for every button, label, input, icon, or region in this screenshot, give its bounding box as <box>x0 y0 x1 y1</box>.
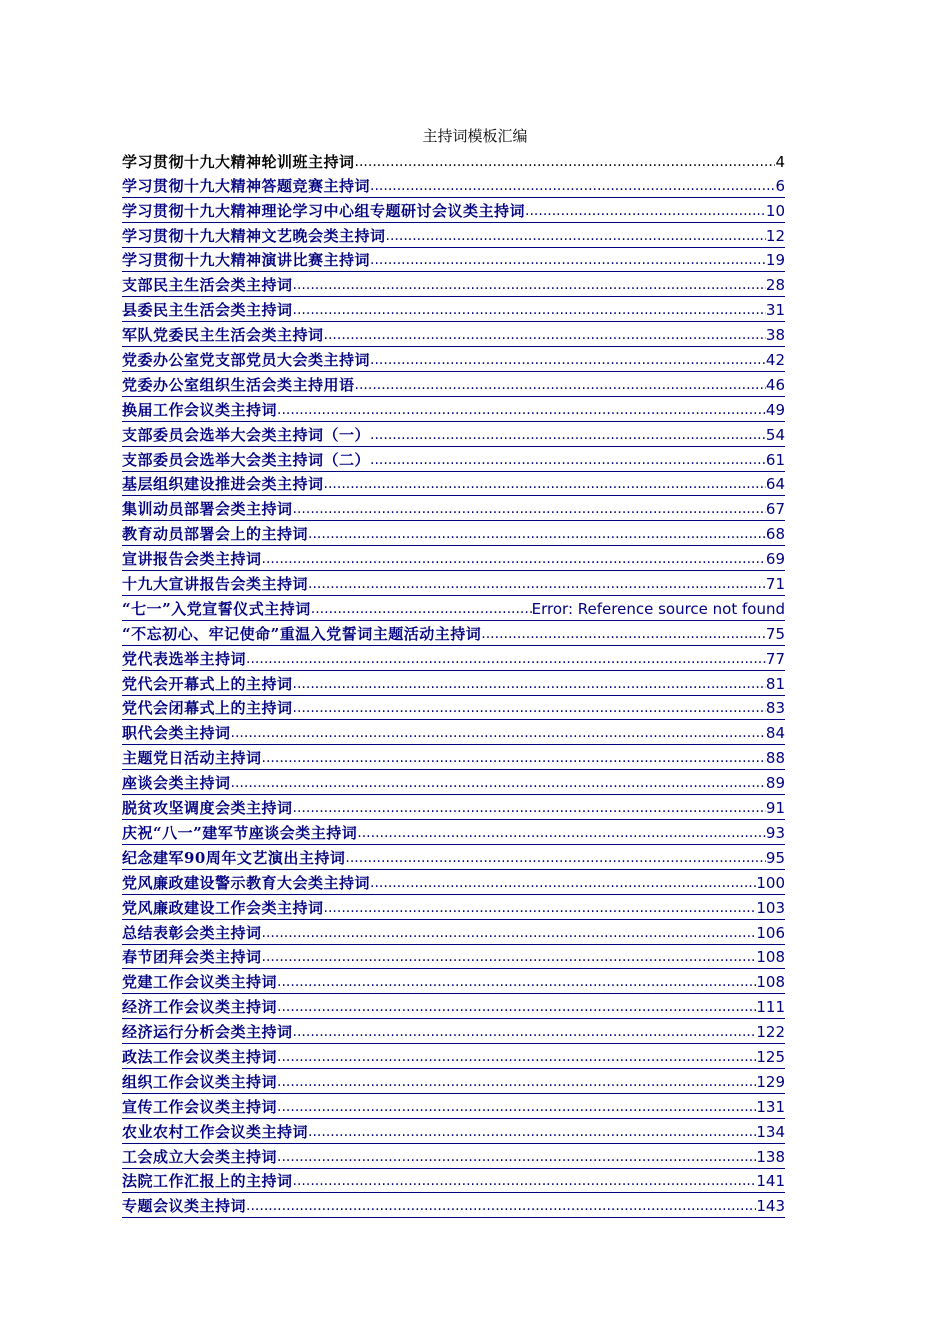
toc-entry[interactable] <box>122 795 785 820</box>
toc-entry[interactable] <box>122 596 785 621</box>
toc-entry-label: 座谈会类主持词 <box>122 774 231 793</box>
toc-leader-dots <box>277 1148 756 1167</box>
toc-entry[interactable] <box>122 994 785 1019</box>
toc-leader-dots <box>293 799 766 818</box>
toc-entry-page: 125 <box>756 1047 785 1066</box>
toc-leader-dots <box>355 153 776 172</box>
toc-entry-page: 108 <box>756 973 785 992</box>
toc-leader-dots <box>246 1197 756 1216</box>
toc-entry[interactable] <box>122 720 785 745</box>
toc-entry-label: 法院工作汇报上的主持词 <box>122 1172 293 1191</box>
toc-leader-dots <box>525 202 766 221</box>
toc-entry-page: 131 <box>756 1097 785 1116</box>
toc-entry-page: 38 <box>765 326 785 345</box>
toc-entry-label: 学习贯彻十九大精神演讲比赛主持词 <box>122 251 371 270</box>
toc-leader-dots <box>277 1073 756 1092</box>
toc-entry-page: 28 <box>765 276 785 295</box>
toc-entry-label: 支部民主生活会类主持词 <box>122 276 293 295</box>
toc-entry-label: 党代会闭幕式上的主持词 <box>122 699 293 718</box>
toc-entry-page: 100 <box>756 873 785 892</box>
toc-entry-page: 4 <box>775 152 785 171</box>
toc-leader-dots <box>262 749 766 768</box>
toc-leader-dots <box>277 973 756 992</box>
toc-entry-label: 春节团拜会类主持词 <box>122 948 262 967</box>
toc-entry-page: 111 <box>756 998 785 1017</box>
toc-entry[interactable] <box>122 1044 785 1069</box>
toc-entry-label: 脱贫攻坚调度会类主持词 <box>122 799 293 818</box>
toc-entry[interactable] <box>122 546 785 571</box>
toc-leader-dots <box>370 426 766 445</box>
toc-entry-label: 支部委员会选举大会类主持词（一） <box>122 425 371 444</box>
toc-entry-label: 学习贯彻十九大精神文艺晚会类主持词 <box>122 226 386 245</box>
toc-entry[interactable] <box>122 1019 785 1044</box>
toc-leader-dots <box>370 351 766 370</box>
toc-entry-label: 党委办公室组织生活会类主持用语 <box>122 375 355 394</box>
toc-entry-page: Error: Reference source not found <box>531 599 785 618</box>
toc-leader-dots <box>324 326 766 345</box>
toc-entry[interactable] <box>122 297 785 322</box>
toc-entry-label: 党风廉政建设工作会类主持词 <box>122 898 324 917</box>
toc-entry-label: 县委民主生活会类主持词 <box>122 301 293 320</box>
toc-entry-page: 10 <box>765 201 785 220</box>
toc-leader-dots <box>277 998 756 1017</box>
toc-entry[interactable] <box>122 945 785 970</box>
toc-leader-dots <box>311 600 532 619</box>
toc-leader-dots <box>277 1048 756 1067</box>
toc-entry-label: 党委办公室党支部党员大会类主持词 <box>122 351 371 370</box>
toc-leader-dots <box>262 550 766 569</box>
toc-leader-dots <box>293 675 766 694</box>
toc-entry-page: 31 <box>765 301 785 320</box>
toc-entry-label: 政法工作会议类主持词 <box>122 1047 278 1066</box>
toc-entry-label: 专题会议类主持词 <box>122 1197 247 1216</box>
toc-entry-label: “不忘初心、牢记使命”重温入党誓词主题活动主持词 <box>122 624 482 643</box>
toc-entry-page: 64 <box>765 475 785 494</box>
toc-leader-dots <box>308 575 766 594</box>
toc-entry-page: 42 <box>765 351 785 370</box>
table-of-contents <box>122 148 785 1218</box>
toc-entry-label: 纪念建军90周年文艺演出主持词 <box>122 848 346 867</box>
toc-entry-label: 农业农村工作会议类主持词 <box>122 1122 309 1141</box>
toc-entry-label: 经济工作会议类主持词 <box>122 998 278 1017</box>
toc-entry-label: 职代会类主持词 <box>122 724 231 743</box>
toc-entry[interactable] <box>122 472 785 497</box>
toc-entry-page: 134 <box>756 1122 785 1141</box>
toc-entry-page: 67 <box>765 500 785 519</box>
toc-leader-dots <box>324 899 757 918</box>
toc-entry-label: 组织工作会议类主持词 <box>122 1072 278 1091</box>
toc-entry-page: 138 <box>756 1147 785 1166</box>
toc-entry[interactable] <box>122 397 785 422</box>
toc-entry[interactable] <box>122 571 785 596</box>
toc-leader-dots <box>370 177 775 196</box>
toc-entry[interactable] <box>122 272 785 297</box>
toc-leader-dots <box>355 376 766 395</box>
toc-entry-label: 党代会开幕式上的主持词 <box>122 674 293 693</box>
toc-leader-dots <box>277 401 766 420</box>
document-title: 主持词模板汇编 <box>422 127 528 145</box>
toc-entry[interactable] <box>122 447 785 472</box>
toc-entry[interactable] <box>122 422 785 447</box>
toc-entry-page: 54 <box>765 425 785 444</box>
toc-entry[interactable] <box>122 671 785 696</box>
toc-entry[interactable] <box>122 1094 785 1119</box>
toc-leader-dots <box>293 276 766 295</box>
toc-entry-label: 宣传工作会议类主持词 <box>122 1097 278 1116</box>
toc-entry[interactable] <box>122 1169 785 1194</box>
toc-entry[interactable] <box>122 347 785 372</box>
toc-leader-dots <box>262 924 757 943</box>
toc-entry-label: 党代表选举主持词 <box>122 649 247 668</box>
toc-leader-dots <box>370 451 766 470</box>
toc-entry[interactable] <box>122 696 785 721</box>
toc-entry-page: 49 <box>765 400 785 419</box>
toc-entry-page: 68 <box>765 525 785 544</box>
toc-entry-label: 工会成立大会类主持词 <box>122 1147 278 1166</box>
toc-entry[interactable] <box>122 920 785 945</box>
toc-entry-page: 129 <box>756 1072 785 1091</box>
toc-leader-dots <box>293 1172 757 1191</box>
toc-leader-dots <box>370 251 766 270</box>
toc-entry[interactable] <box>122 322 785 347</box>
toc-entry-label: 换届工作会议类主持词 <box>122 400 278 419</box>
toc-entry-page: 91 <box>765 799 785 818</box>
toc-entry-page: 6 <box>775 176 785 195</box>
toc-leader-dots <box>386 227 766 246</box>
toc-entry-page: 75 <box>765 624 785 643</box>
toc-leader-dots <box>231 774 766 793</box>
toc-entry-label: 主题党日活动主持词 <box>122 749 262 768</box>
toc-entry[interactable] <box>122 496 785 521</box>
toc-entry-label: 学习贯彻十九大精神理论学习中心组专题研讨会议类主持词 <box>122 201 526 220</box>
toc-entry-page: 88 <box>765 749 785 768</box>
toc-entry[interactable] <box>122 173 785 198</box>
toc-entry-page: 61 <box>765 450 785 469</box>
toc-entry-label: 军队党委民主生活会类主持词 <box>122 326 324 345</box>
toc-entry-page: 84 <box>765 724 785 743</box>
toc-entry-label: 经济运行分析会类主持词 <box>122 1023 293 1042</box>
toc-entry[interactable] <box>122 820 785 845</box>
toc-entry-label: “七一”入党宣誓仪式主持词 <box>122 599 311 618</box>
toc-leader-dots <box>293 500 766 519</box>
toc-leader-dots <box>262 948 757 967</box>
toc-leader-dots <box>345 849 766 868</box>
toc-leader-dots <box>246 650 766 669</box>
toc-entry-label: 学习贯彻十九大精神答题竞赛主持词 <box>122 176 371 195</box>
toc-entry-page: 106 <box>756 923 785 942</box>
toc-entry-label: 总结表彰会类主持词 <box>122 923 262 942</box>
toc-entry-label: 基层组织建设推进会类主持词 <box>122 475 324 494</box>
toc-entry-page: 19 <box>765 251 785 270</box>
toc-leader-dots <box>370 874 756 893</box>
toc-entry-page: 103 <box>756 898 785 917</box>
toc-entry-label: 支部委员会选举大会类主持词（二） <box>122 450 371 469</box>
toc-entry[interactable] <box>122 845 785 870</box>
toc-entry[interactable] <box>122 1069 785 1094</box>
toc-leader-dots <box>293 699 766 718</box>
toc-entry-label: 学习贯彻十九大精神轮训班主持词 <box>122 152 355 171</box>
toc-entry-page: 141 <box>756 1172 785 1191</box>
toc-entry-page: 12 <box>765 226 785 245</box>
toc-entry-page: 81 <box>765 674 785 693</box>
toc-entry-page: 89 <box>765 774 785 793</box>
toc-entry-page: 108 <box>756 948 785 967</box>
toc-entry[interactable] <box>122 148 785 173</box>
toc-leader-dots <box>308 525 766 544</box>
toc-leader-dots <box>277 1098 756 1117</box>
toc-leader-dots <box>308 1123 756 1142</box>
toc-entry-page: 93 <box>765 823 785 842</box>
toc-entry-label: 党建工作会议类主持词 <box>122 973 278 992</box>
toc-entry[interactable] <box>122 621 785 646</box>
toc-entry-page: 122 <box>756 1023 785 1042</box>
toc-entry-label: 十九大宣讲报告会类主持词 <box>122 575 309 594</box>
toc-entry-label: 党风廉政建设警示教育大会类主持词 <box>122 873 371 892</box>
toc-entry[interactable] <box>122 198 785 223</box>
toc-entry[interactable] <box>122 895 785 920</box>
toc-entry[interactable] <box>122 646 785 671</box>
toc-entry[interactable] <box>122 1144 785 1169</box>
toc-entry[interactable] <box>122 745 785 770</box>
toc-entry-label: 宣讲报告会类主持词 <box>122 550 262 569</box>
toc-entry[interactable] <box>122 1119 785 1144</box>
toc-leader-dots <box>324 475 766 494</box>
toc-entry[interactable] <box>122 372 785 397</box>
toc-entry-label: 集训动员部署会类主持词 <box>122 500 293 519</box>
toc-leader-dots <box>231 724 766 743</box>
toc-entry[interactable] <box>122 870 785 895</box>
toc-entry-label: 庆祝“八一”建军节座谈会类主持词 <box>122 823 358 842</box>
toc-entry[interactable] <box>122 248 785 273</box>
toc-entry-page: 71 <box>765 575 785 594</box>
toc-entry[interactable] <box>122 969 785 994</box>
toc-entry[interactable] <box>122 223 785 248</box>
toc-entry[interactable] <box>122 521 785 546</box>
toc-entry-page: 95 <box>765 848 785 867</box>
toc-entry[interactable] <box>122 1193 785 1218</box>
toc-leader-dots <box>481 625 766 644</box>
toc-leader-dots <box>293 301 766 320</box>
toc-entry-page: 77 <box>765 649 785 668</box>
toc-entry-page: 46 <box>765 375 785 394</box>
toc-entry-label: 教育动员部署会上的主持词 <box>122 525 309 544</box>
toc-entry[interactable] <box>122 770 785 795</box>
toc-entry-page: 143 <box>756 1197 785 1216</box>
toc-leader-dots <box>357 824 766 843</box>
toc-entry-page: 69 <box>765 550 785 569</box>
toc-entry-page: 83 <box>765 699 785 718</box>
toc-leader-dots <box>293 1023 757 1042</box>
